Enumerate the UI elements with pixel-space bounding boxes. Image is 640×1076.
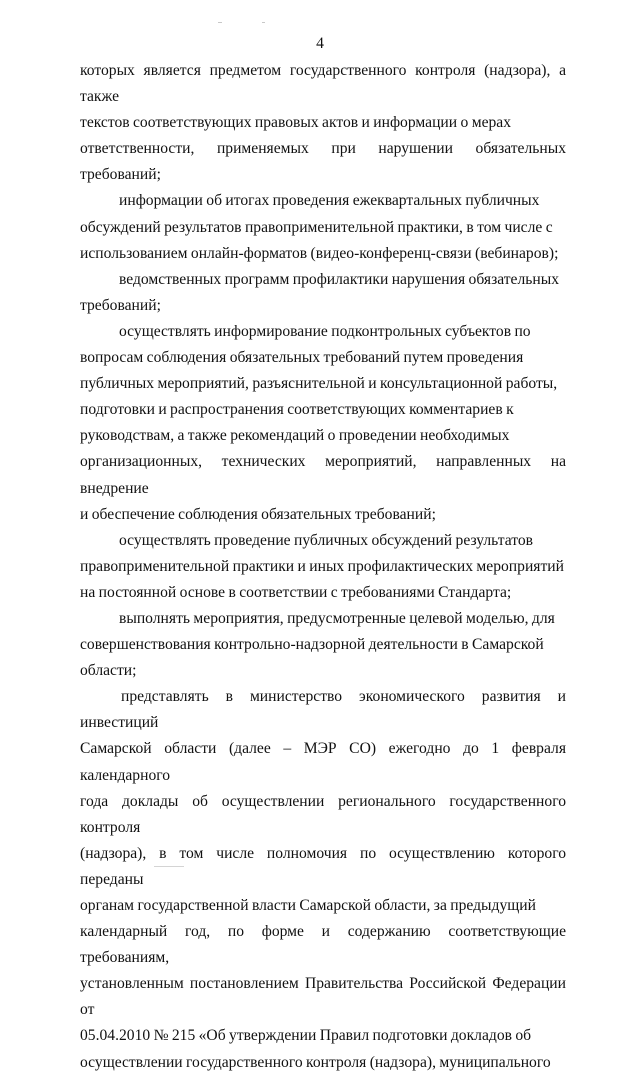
page-number: 4 (316, 35, 324, 52)
text-line: установленным постановлением Правительства Российской Федерации от (80, 975, 566, 1019)
scan-speck (154, 866, 184, 867)
text-line: ответственности, применяемых при нарушении обязательных требований; (80, 140, 566, 184)
text-line: календарный год, по форме и содержанию соответствующие требованиям, (80, 923, 566, 967)
text-line: (надзора), в том числе полномочия по осуществлению которого переданы (80, 844, 566, 888)
text-line: 05.04.2010 № 215 «Об утверждении Правил подготовки докладов об (80, 1027, 532, 1045)
text-line: осуществлять информирование подконтрольных субъектов по (119, 322, 531, 340)
text-line: использованием онлайн-форматов (видео-конференц-связи (вебинаров); (80, 244, 559, 262)
text-line: и обеспечение соблюдения обязательных требований; (80, 505, 436, 523)
paragraph-6 (80, 606, 566, 684)
document-body (80, 58, 566, 1076)
text-line: осуществлении государственного контроля (надзора), муниципального (80, 1053, 551, 1071)
text-line: Самарской области (далее – МЭР СО) ежегодно до 1 февраля календарного (80, 740, 566, 784)
text-line: области; (80, 662, 137, 680)
text-line: органам государственной власти Самарской области, за предыдущий (80, 897, 536, 914)
scan-speck (262, 22, 265, 23)
text-line: представлять в министерство экономического развития и инвестиций (80, 688, 566, 732)
text-line: текстов соответствующих правовых актов и информации о мерах (80, 114, 512, 132)
text-line: подготовки и распространения соответствующих комментариев к (80, 401, 514, 419)
text-line: совершенствования контрольно-надзорной деятельности в Самарской (80, 636, 544, 654)
text-line: на постоянной основе в соответствии с требованиями Стандарта; (80, 583, 512, 601)
text-line: выполнять мероприятия, предусмотренные целевой моделью, для (119, 609, 555, 627)
text-line: обсуждений результатов правоприменительной практики, в том числе с (80, 218, 553, 236)
scan-speck (218, 22, 222, 23)
text-line: руководствам, а также рекомендаций о проведении необходимых (80, 427, 510, 445)
text-line: требований; (80, 296, 161, 314)
text-line: года доклады об осуществлении регионального государственного контроля (80, 792, 566, 836)
paragraph-5 (80, 528, 566, 606)
text-line: организационных, технических мероприятий, направленных на внедрение (80, 453, 566, 497)
text-line: правоприменительной практики и иных профилактических мероприятий (80, 557, 564, 575)
paragraph-7 (80, 684, 566, 1075)
text-line: которых является предметом государственного контроля (надзора), а также (80, 62, 566, 106)
paragraph-3 (80, 267, 566, 319)
text-line: осуществлять проведение публичных обсуждений результатов (119, 531, 533, 549)
text-line: информации об итогах проведения ежеквартальных публичных (119, 192, 540, 210)
paragraph-1 (80, 58, 566, 188)
text-line: публичных мероприятий, разъяснительной и консультационной работы, (80, 375, 558, 393)
paragraph-4 (80, 319, 566, 528)
text-line: вопросам соблюдения обязательных требований путем проведения (80, 349, 524, 367)
text-line: ведомственных программ профилактики нарушения обязательных (119, 270, 559, 288)
paragraph-2 (80, 188, 566, 266)
